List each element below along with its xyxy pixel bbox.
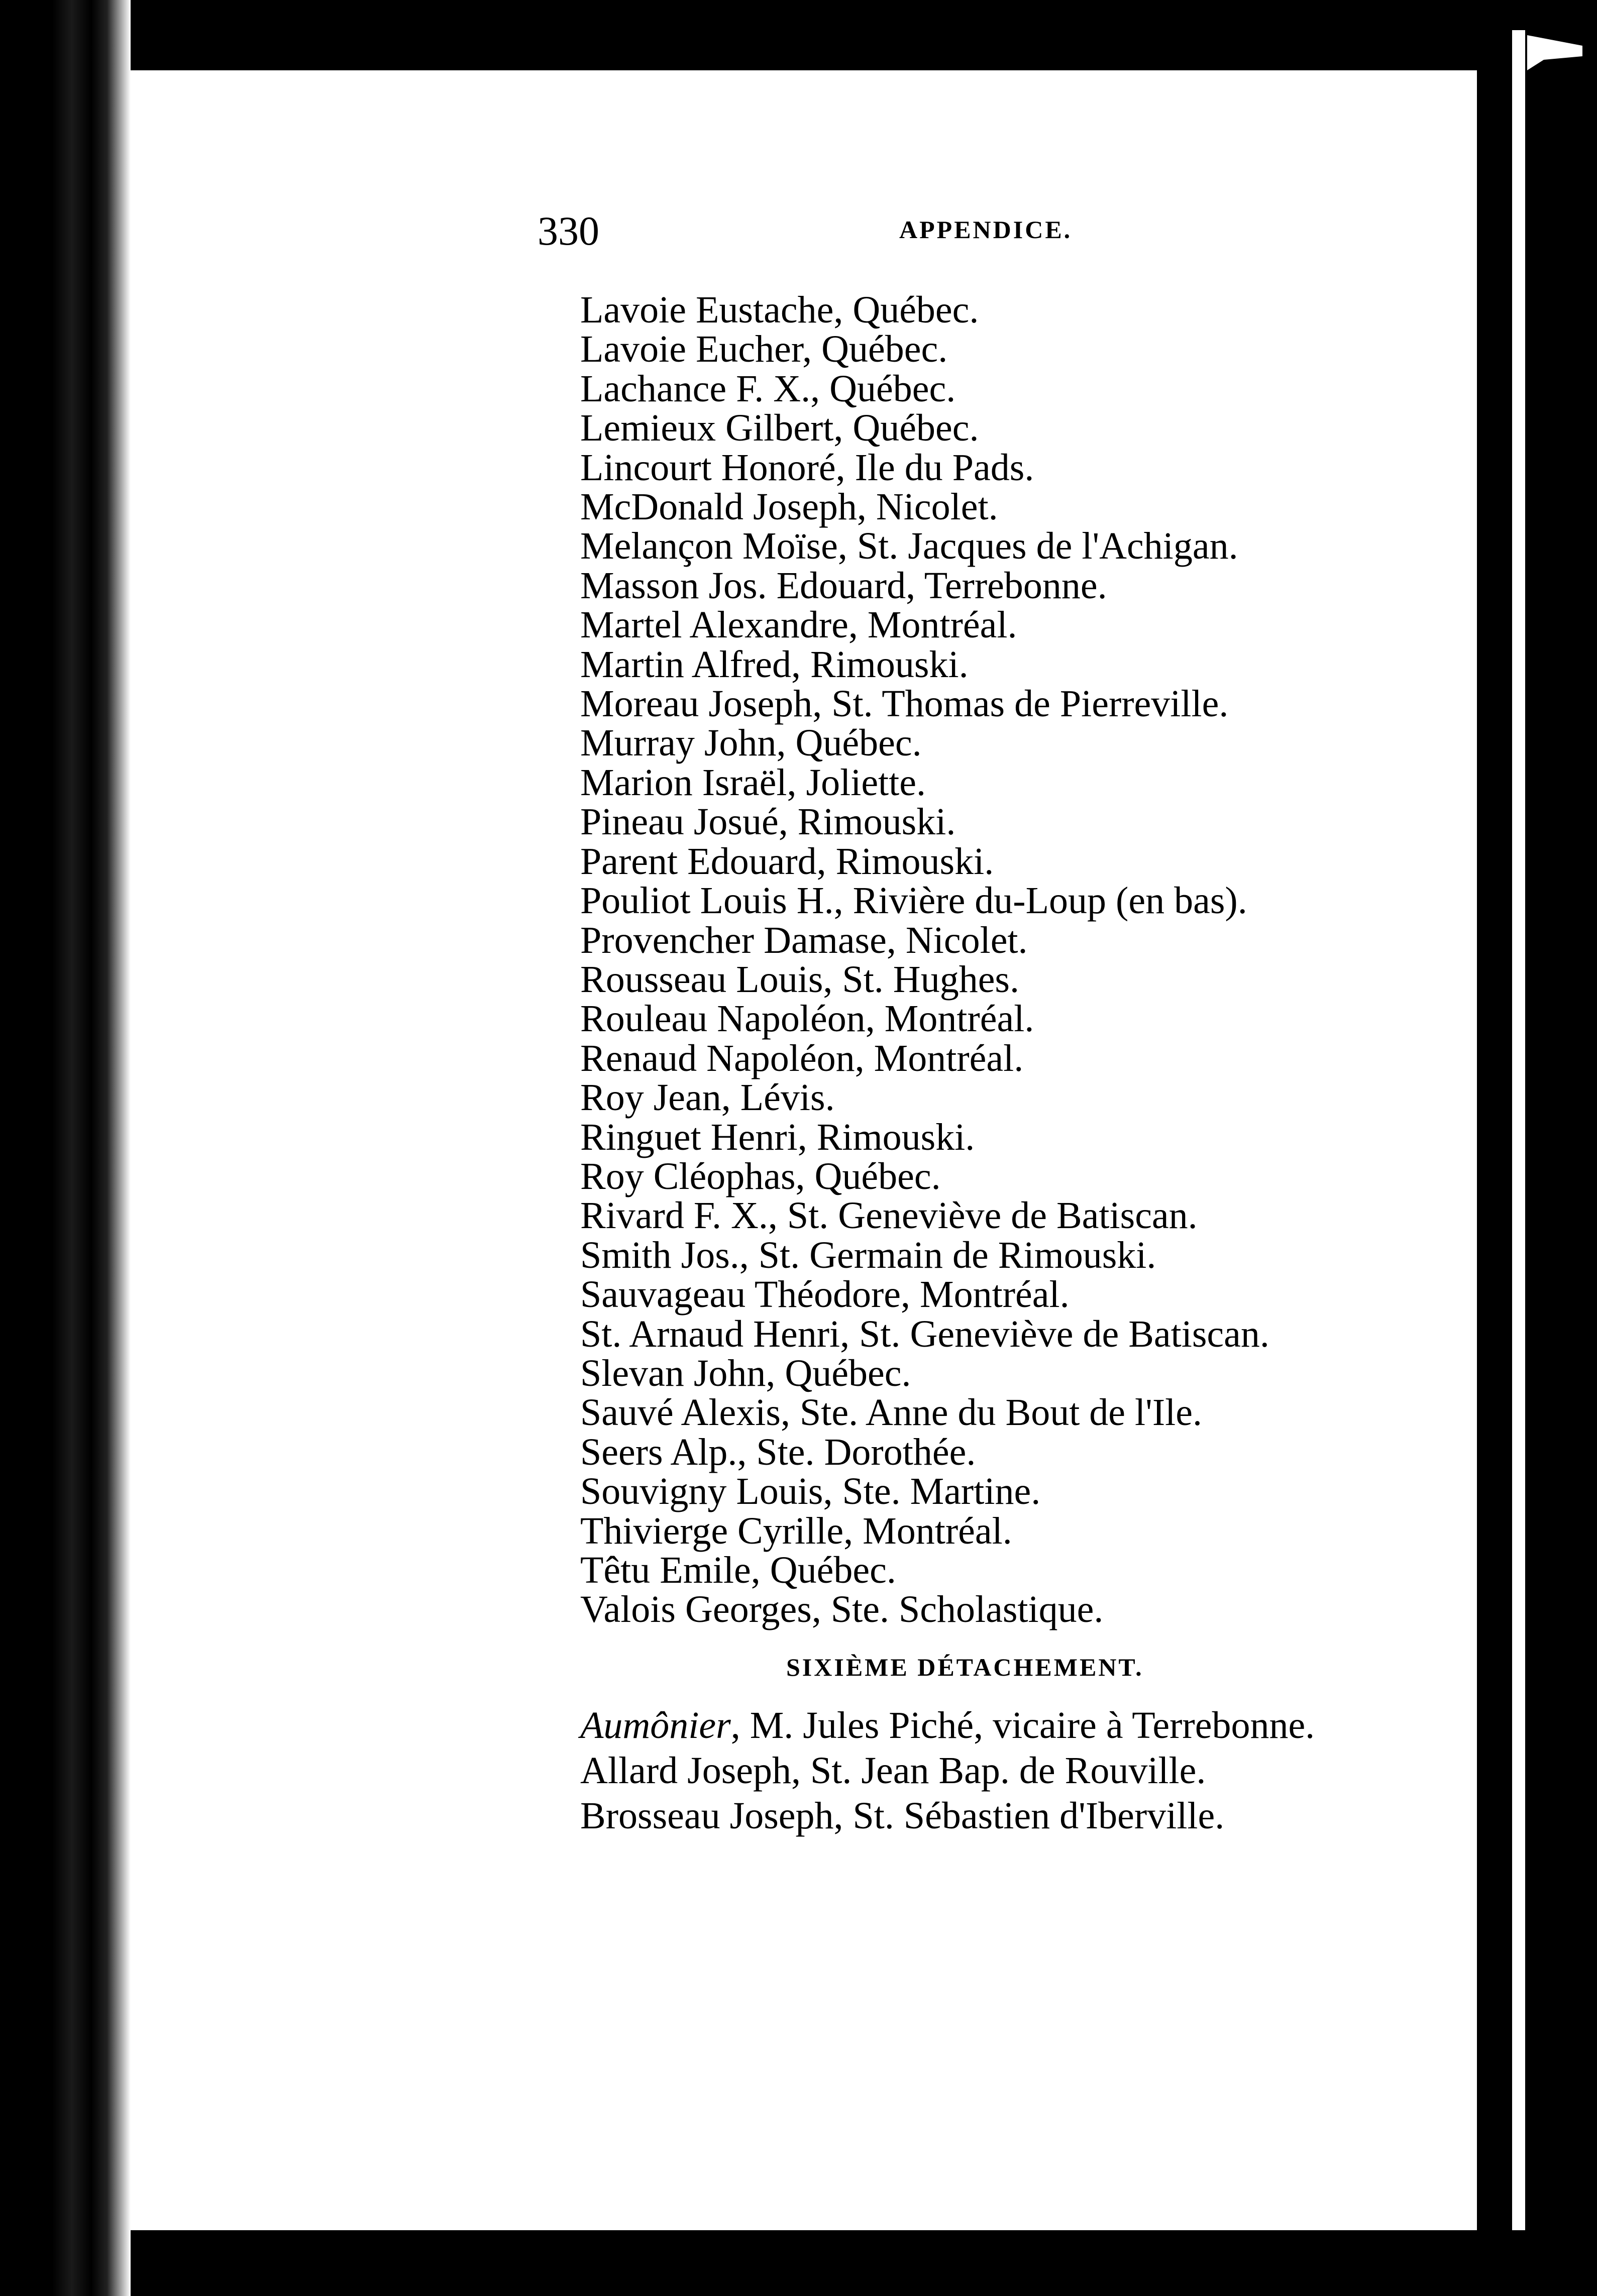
list-item: Ringuet Henri, Rimouski.: [580, 1116, 975, 1158]
list-item: Slevan John, Québec.: [580, 1352, 911, 1394]
book-gutter-shadow: [0, 0, 131, 2296]
list-item: St. Arnaud Henri, St. Geneviève de Batiscan.: [580, 1313, 1269, 1355]
chaplain-text: , M. Jules Piché, vicaire à Terrebonne.: [730, 1704, 1315, 1746]
scan-border-right: [1477, 0, 1597, 2296]
list-item: Rouleau Napoléon, Montréal.: [580, 998, 1034, 1040]
list-item: Seers Alp., Ste. Dorothée.: [580, 1431, 976, 1473]
list-item: McDonald Joseph, Nicolet.: [580, 486, 998, 528]
list-item: Lavoie Eucher, Québec.: [580, 328, 948, 371]
list-item: Brosseau Joseph, St. Sébastien d'Iberville.: [580, 1795, 1225, 1837]
list-item: Pineau Josué, Rimouski.: [580, 801, 956, 843]
list-item: Roy Jean, Lévis.: [580, 1076, 835, 1119]
list-item: Rousseau Louis, St. Hughes.: [580, 958, 1019, 1001]
list-item: Thivierge Cyrille, Montréal.: [580, 1509, 1012, 1552]
name-list: [580, 290, 1269, 1629]
list-item: Martin Alfred, Rimouski.: [580, 643, 969, 686]
list-item: Murray John, Québec.: [580, 722, 922, 764]
list-item: Allard Joseph, St. Jean Bap. de Rouville.: [580, 1750, 1206, 1792]
list-item: Roy Cléophas, Québec.: [580, 1155, 941, 1197]
chaplain-line: [580, 1703, 1315, 1748]
list-item: Melançon Moïse, St. Jacques de l'Achigan.: [580, 525, 1238, 568]
list-item: Lemieux Gilbert, Québec.: [580, 407, 979, 450]
list-item: Renaud Napoléon, Montréal.: [580, 1037, 1024, 1079]
list-item: Têtu Emile, Québec.: [580, 1549, 896, 1591]
running-title: APPENDICE.: [899, 215, 1073, 244]
list-item: Valois Georges, Ste. Scholastique.: [580, 1588, 1104, 1631]
list-item: Lavoie Eustache, Québec.: [580, 289, 979, 331]
list-item: Smith Jos., St. Germain de Rimouski.: [580, 1234, 1156, 1276]
section-name-list: [580, 1703, 1315, 1838]
list-item: Moreau Joseph, St. Thomas de Pierreville.: [580, 683, 1229, 725]
list-item: Provencher Damase, Nicolet.: [580, 919, 1028, 961]
list-item: Sauvé Alexis, Ste. Anne du Bout de l'Ile.: [580, 1391, 1203, 1434]
page-number: 330: [538, 208, 599, 254]
list-item: Masson Jos. Edouard, Terrebonne.: [580, 564, 1107, 607]
list-item: Parent Edouard, Rimouski.: [580, 840, 994, 883]
list-item: Rivard F. X., St. Geneviève de Batiscan.: [580, 1194, 1198, 1237]
list-item: Martel Alexandre, Montréal.: [580, 604, 1017, 646]
list-item: Lincourt Honoré, Ile du Pads.: [580, 446, 1034, 489]
section-heading: SIXIÈME DÉTACHEMENT.: [786, 1653, 1144, 1681]
list-item: Marion Israël, Joliette.: [580, 761, 926, 804]
list-item: Souvigny Louis, Ste. Martine.: [580, 1470, 1041, 1513]
chaplain-label: Aumônier: [580, 1704, 731, 1746]
list-item: Sauvageau Théodore, Montréal.: [580, 1273, 1070, 1316]
list-item: Pouliot Louis H., Rivière du-Loup (en bas).: [580, 880, 1247, 922]
page-edge-strip: [1512, 30, 1525, 2230]
list-item: Lachance F. X., Québec.: [580, 367, 956, 410]
